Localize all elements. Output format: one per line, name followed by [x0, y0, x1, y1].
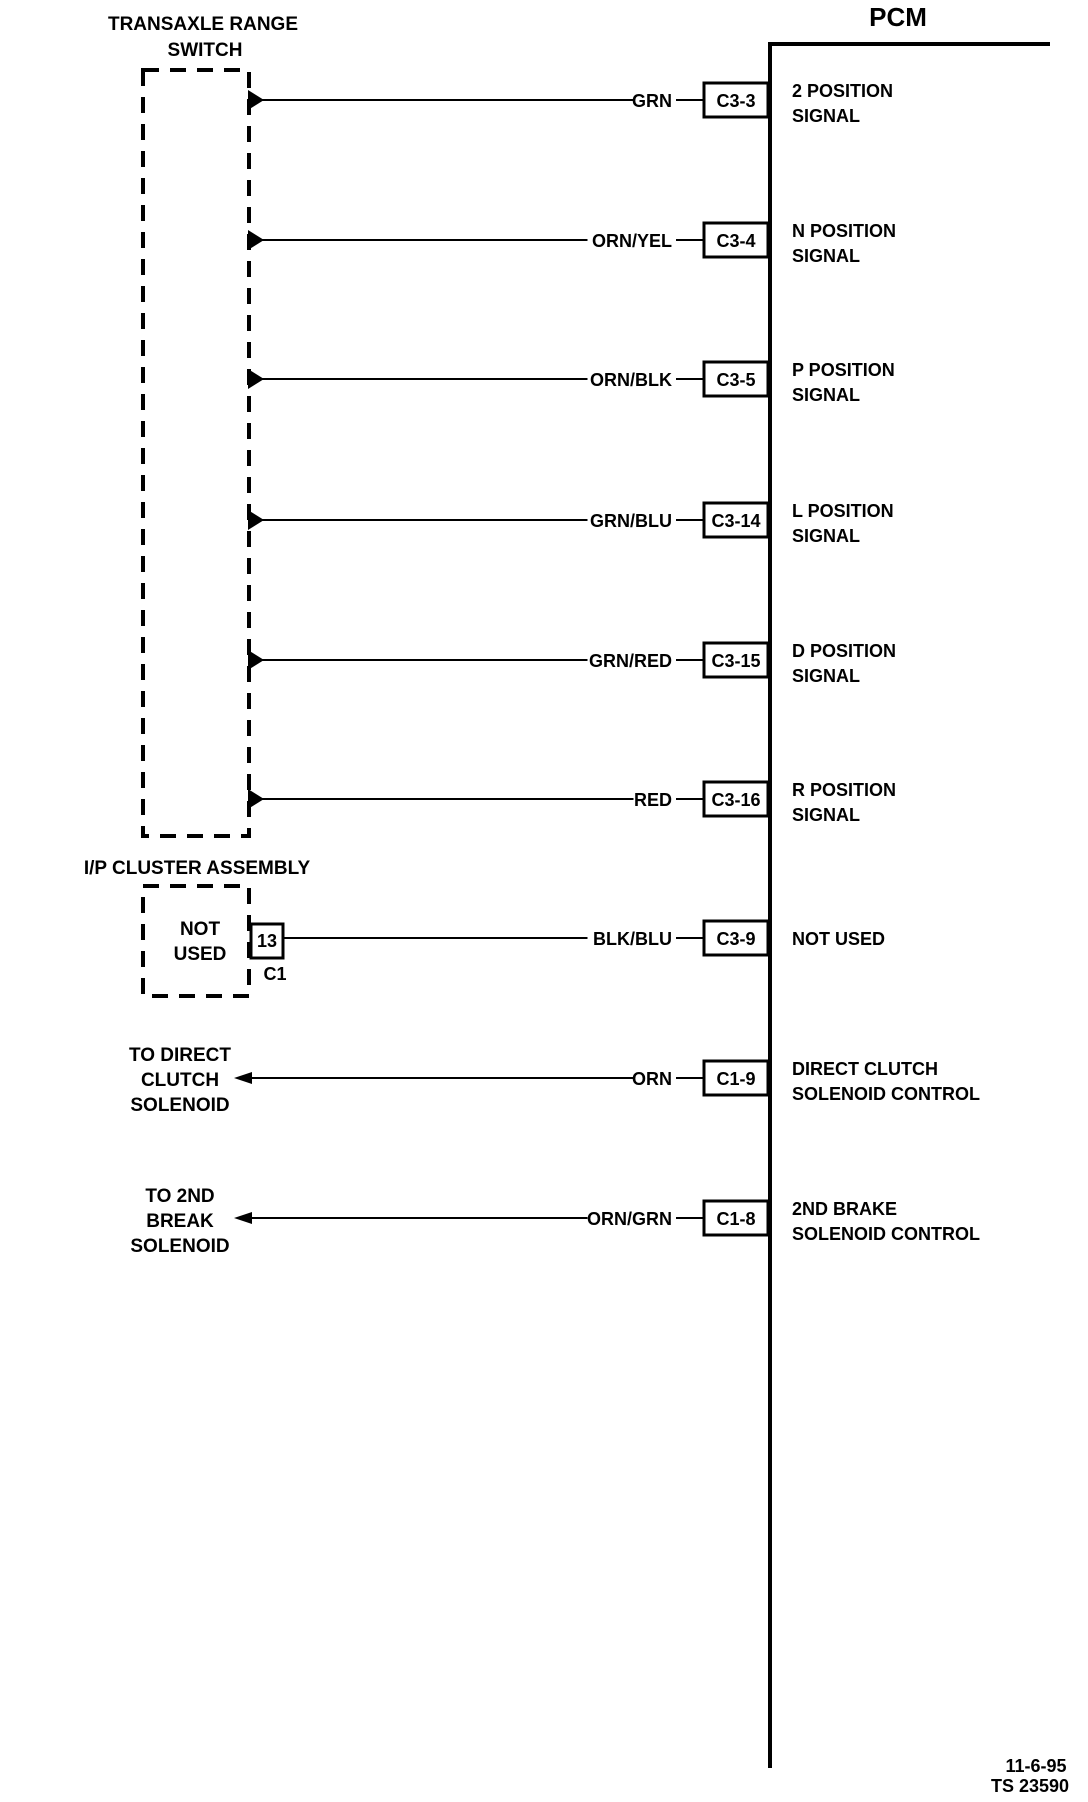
- wire-color-label: ORN/GRN: [587, 1209, 672, 1229]
- dest-2nd-break-line2: BREAK: [146, 1211, 214, 1232]
- cluster-not-used-line1: NOT: [179, 919, 221, 940]
- dest-2nd-break-line3: SOLENOID: [130, 1236, 230, 1257]
- circuit-row: [283, 921, 885, 955]
- pcm-pin-label: C1-8: [716, 1209, 756, 1229]
- dest-direct-clutch-line2: CLUTCH: [140, 1070, 220, 1091]
- output-arrowhead: [234, 1212, 252, 1224]
- pcm-function-line1: L POSITION: [792, 501, 894, 521]
- cluster-not-used-line2: USED: [173, 944, 227, 965]
- wire-color-label: BLK/BLU: [593, 929, 672, 949]
- output-arrowhead: [234, 1072, 252, 1084]
- wire-color-label: ORN/BLK: [590, 370, 672, 390]
- pcm-function-line1: NOT USED: [792, 929, 886, 949]
- switch-terminal-marker: [248, 230, 264, 250]
- cluster-connector-label: C1: [263, 964, 287, 984]
- circuit-row: [248, 501, 894, 546]
- pcm-pin-label: C3-15: [711, 651, 761, 671]
- switch-title-line2: SWITCH: [167, 40, 243, 61]
- pcm-function-line2: SIGNAL: [792, 526, 861, 546]
- pcm-function-line1: R POSITION: [792, 780, 897, 800]
- pcm-pin-label: C3-5: [716, 370, 756, 390]
- pcm-function-line2: SIGNAL: [792, 106, 861, 126]
- cluster-title: I/P CLUSTER ASSEMBLY: [83, 858, 311, 879]
- dest-2nd-break-line1: TO 2ND: [145, 1186, 215, 1207]
- wire-color-label: ORN: [632, 1069, 672, 1089]
- pcm-function-line2: SIGNAL: [792, 666, 861, 686]
- pcm-title: PCM: [869, 2, 927, 32]
- dest-direct-clutch-line3: SOLENOID: [130, 1095, 230, 1116]
- switch-title-line1: TRANSAXLE RANGE: [107, 14, 299, 35]
- pcm-function-line1: 2 POSITION: [792, 81, 894, 101]
- pcm-function-line2: SIGNAL: [792, 805, 861, 825]
- pcm-function-line1: D POSITION: [792, 641, 897, 661]
- switch-dashed-box: [143, 70, 249, 836]
- circuit-row: [248, 360, 895, 405]
- circuit-row: [248, 221, 896, 266]
- switch-terminal-marker: [248, 510, 264, 530]
- switch-terminal-marker: [248, 650, 264, 670]
- cluster-pin-label: 13: [256, 931, 278, 951]
- pcm-function-line2: SOLENOID CONTROL: [792, 1084, 980, 1104]
- pcm-function-line1: N POSITION: [792, 221, 897, 241]
- pcm-function-line2: SOLENOID CONTROL: [792, 1224, 980, 1244]
- wire-color-label: GRN/RED: [588, 651, 672, 671]
- switch-terminal-marker: [248, 369, 264, 389]
- pcm-pin-label: C3-4: [716, 231, 756, 251]
- pcm-pin-label: C3-3: [716, 91, 756, 111]
- pcm-pin-label: C3-9: [716, 929, 756, 949]
- switch-terminal-marker: [248, 789, 264, 809]
- dest-direct-clutch-line1: TO DIRECT: [128, 1045, 232, 1066]
- pcm-pin-label: C1-9: [716, 1069, 756, 1089]
- circuit-row: [248, 81, 893, 126]
- pcm-function-line1: 2ND BRAKE: [792, 1199, 898, 1219]
- wire-color-label: GRN/BLU: [590, 511, 672, 531]
- circuit-row: [234, 1199, 980, 1244]
- pcm-function-line2: SIGNAL: [792, 246, 861, 266]
- pcm-function-line2: SIGNAL: [792, 385, 861, 405]
- footer-date: 11-6-95: [1005, 1756, 1067, 1776]
- pcm-pin-label: C3-14: [711, 511, 761, 531]
- circuit-row: [248, 641, 896, 686]
- switch-terminal-marker: [248, 90, 264, 110]
- wire-color-label: RED: [633, 790, 672, 810]
- circuit-row: [248, 780, 896, 825]
- circuit-row: [234, 1059, 980, 1104]
- wire-color-label: ORN/YEL: [591, 231, 672, 251]
- circuits-layer: [234, 81, 980, 1244]
- pcm-function-line1: DIRECT CLUTCH: [792, 1059, 938, 1079]
- wire-color-label: GRN: [632, 91, 672, 111]
- pcm-function-line1: P POSITION: [792, 360, 895, 380]
- footer-code: TS 23590: [990, 1776, 1070, 1796]
- cluster-dashed-box: [143, 886, 249, 996]
- pcm-pin-label: C3-16: [711, 790, 761, 810]
